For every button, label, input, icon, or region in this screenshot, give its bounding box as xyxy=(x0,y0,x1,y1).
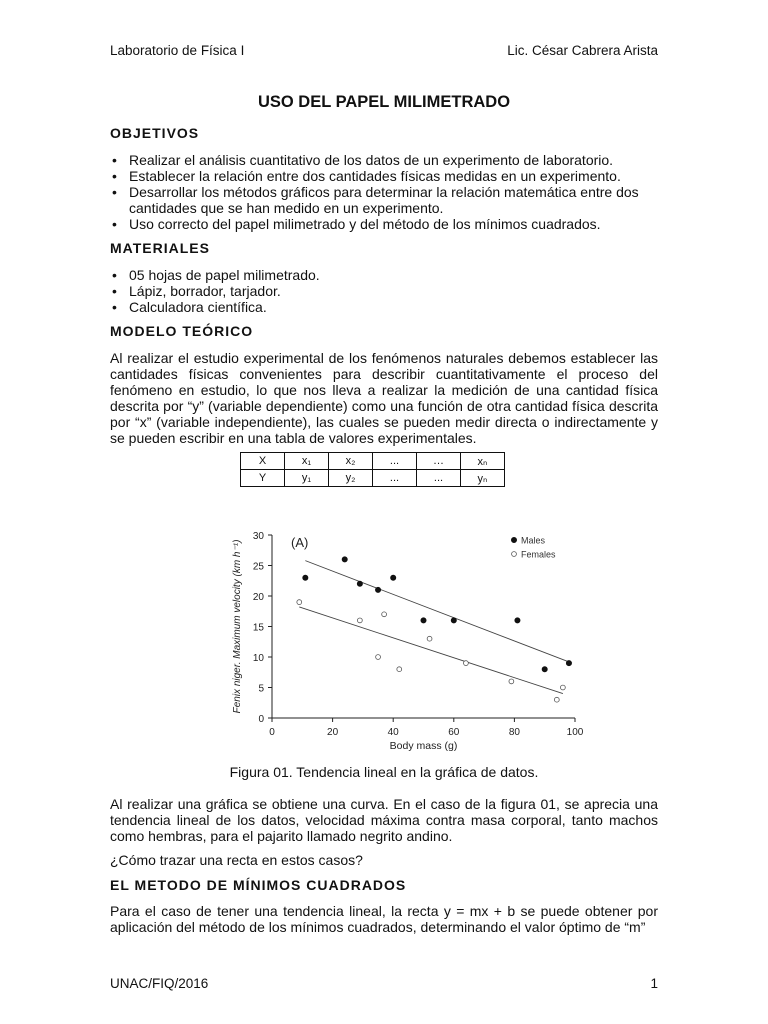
data-point-males xyxy=(303,575,308,580)
data-point-males xyxy=(391,575,396,580)
data-point-males xyxy=(357,581,362,586)
figure-caption: Figura 01. Tendencia lineal en la gráfica de datos. xyxy=(229,764,539,780)
data-point-females xyxy=(357,618,362,623)
y-tick-label: 20 xyxy=(252,592,264,603)
data-point-females xyxy=(397,667,402,672)
table-row xyxy=(241,453,505,470)
table-cell: xₙ xyxy=(461,453,505,470)
data-point-females xyxy=(509,679,514,684)
table-cell: X xyxy=(241,453,285,470)
materiales-list xyxy=(110,267,658,315)
table-row xyxy=(241,470,505,487)
legend-marker-females xyxy=(512,552,517,557)
trendline-males xyxy=(305,561,572,663)
y-tick-label: 15 xyxy=(252,622,264,634)
list-item: • Lápiz, borrador, tarjador. xyxy=(110,283,658,299)
table-cell: ... xyxy=(373,453,417,470)
data-point-females xyxy=(376,655,381,660)
modelo-heading: MODELO TEÓRICO xyxy=(110,323,254,339)
table-cell: … xyxy=(417,453,461,470)
legend-label-females: Females xyxy=(521,549,556,560)
x-tick-label: 60 xyxy=(448,727,460,738)
legend-label-males: Males xyxy=(521,535,546,546)
data-point-females xyxy=(297,600,302,605)
list-item: • Desarrollar los métodos gráficos para determinar la relación matemática entre dos cantidades que se han medido en un experimento. xyxy=(110,184,658,216)
table-cell: yₙ xyxy=(461,470,505,487)
list-item: • 05 hojas de papel milimetrado. xyxy=(110,267,658,283)
minimos-paragraph: Para el caso de tener una tendencia lineal, la recta y = mx + b se puede obtener por aplicación del método de los mínimos cuadrados, determinando el valor óptimo de “m” xyxy=(110,903,658,935)
x-tick-label: 80 xyxy=(508,727,520,738)
page-title: USO DEL PAPEL MILIMETRADO xyxy=(257,93,511,111)
y-tick-label: 0 xyxy=(258,714,264,725)
header-left: Laboratorio de Física I xyxy=(110,43,245,58)
x-tick-label: 100 xyxy=(566,727,584,738)
modelo-paragraph: Al realizar el estudio experimental de los fenómenos naturales debemos establecer las cantidades físicas convenientes para describir cuantitativamente el proceso del fenómeno en estudio, lo que nos lleva a realizar la medición de una cantidad física descrita por “y” (variable dependiente) como una función de otra cantidad física descrita por “x” (variable independiente), las cuales se pueden medir directa o indirectamente y se pueden escribir en una tabla de valores experimentales. xyxy=(110,350,658,446)
x-tick-label: 0 xyxy=(269,727,275,738)
minimos-heading: EL METODO DE MÍNIMOS CUADRADOS xyxy=(110,877,407,893)
list-item: • Calculadora científica. xyxy=(110,299,658,315)
data-point-females xyxy=(382,612,387,617)
scatter-chart xyxy=(225,522,590,757)
y-axis-label: Fenix niger. Maximum velocity (km h⁻¹) xyxy=(232,539,243,714)
y-tick-label: 25 xyxy=(252,561,264,573)
x-tick-label: 40 xyxy=(387,727,399,738)
analysis-paragraph: Al realizar una gráfica se obtiene una curva. En el caso de la figura 01, se aprecia una tendencia lineal de los datos, velocidad máxima contra masa corporal, tanto machos como hembras, para el pajarito llamado negrito andino. xyxy=(110,796,658,844)
materiales-heading: MATERIALES xyxy=(110,240,210,256)
y-tick-label: 5 xyxy=(258,683,264,695)
data-point-males xyxy=(566,661,571,666)
footer-right: 1 xyxy=(650,976,658,991)
legend-marker-males xyxy=(511,537,516,542)
table-cell: x₁ xyxy=(285,453,329,470)
table-cell: Y xyxy=(241,470,285,487)
panel-label: (A) xyxy=(291,535,309,550)
table-cell: y₁ xyxy=(285,470,329,487)
table-cell: x₂ xyxy=(329,453,373,470)
data-point-females xyxy=(554,697,559,702)
header-right: Lic. César Cabrera Arista xyxy=(507,43,658,58)
data-point-females xyxy=(464,661,469,666)
table-cell: y₂ xyxy=(329,470,373,487)
x-axis-label: Body mass (g) xyxy=(389,740,458,752)
trendline-females xyxy=(299,607,563,694)
data-point-females xyxy=(427,636,432,641)
y-tick-label: 10 xyxy=(252,653,264,664)
list-item: • Realizar el análisis cuantitativo de los datos de un experimento de laboratorio. xyxy=(110,152,658,168)
data-point-males xyxy=(515,618,520,623)
objetivos-heading: OBJETIVOS xyxy=(110,125,200,141)
figure-01 xyxy=(225,522,590,757)
table-cell: ... xyxy=(417,470,461,487)
objetivos-list xyxy=(110,152,658,232)
y-tick-label: 30 xyxy=(252,531,264,542)
list-item: • Uso correcto del papel milimetrado y del método de los mínimos cuadrados. xyxy=(110,216,658,232)
data-point-males xyxy=(451,618,456,623)
data-point-females xyxy=(560,685,565,690)
question-text: ¿Cómo trazar una recta en estos casos? xyxy=(110,852,363,868)
data-point-males xyxy=(542,667,547,672)
data-point-males xyxy=(375,587,380,592)
data-point-males xyxy=(342,557,347,562)
table-cell: ... xyxy=(373,470,417,487)
data-point-males xyxy=(421,618,426,623)
list-item: • Establecer la relación entre dos cantidades físicas medidas en un experimento. xyxy=(110,168,658,184)
values-table xyxy=(240,452,505,487)
footer-left: UNAC/FIQ/2016 xyxy=(110,976,209,991)
x-tick-label: 20 xyxy=(327,727,339,738)
